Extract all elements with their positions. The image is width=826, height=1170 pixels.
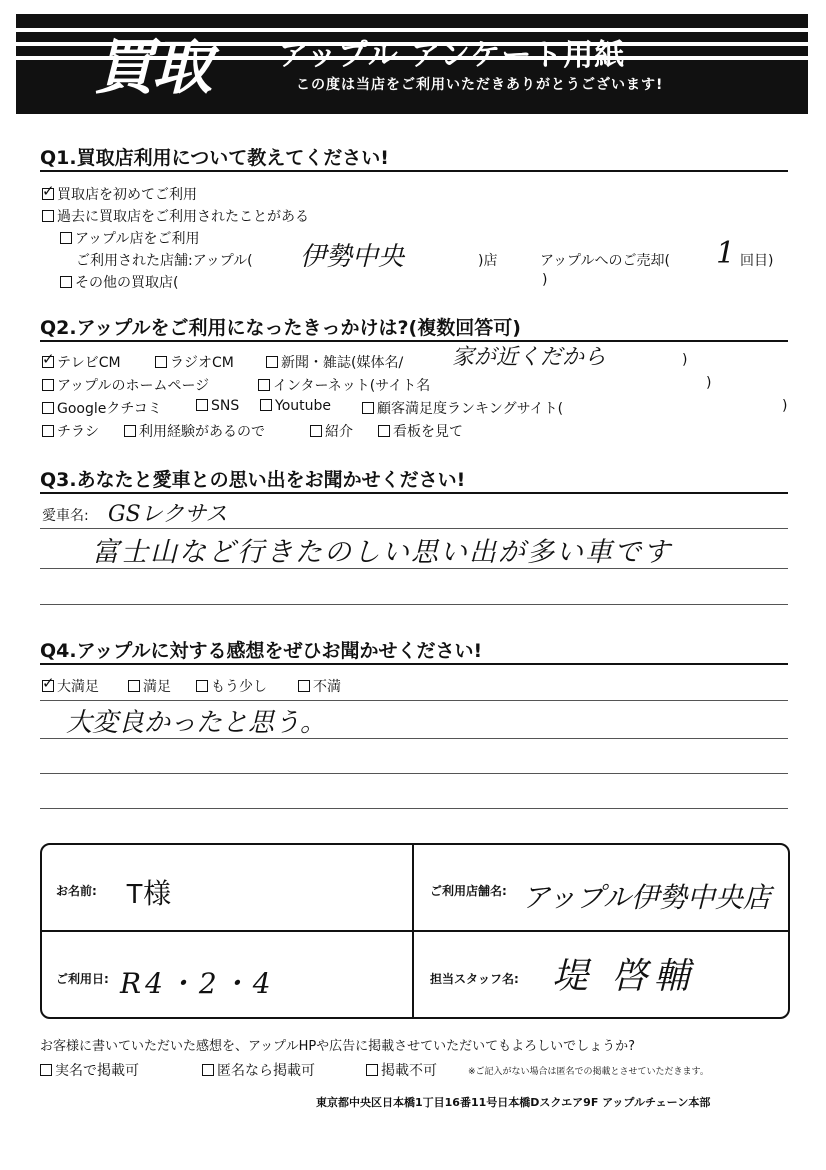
q2-news-close: ) — [682, 352, 688, 368]
checkbox[interactable] — [258, 379, 270, 391]
q2-option-radio[interactable]: ラジオCM — [155, 352, 234, 372]
answer-line — [40, 528, 788, 529]
answer-line — [40, 700, 788, 701]
q2-internet-close: ) — [706, 375, 712, 391]
q2-heading: Q2.アップルをご利用になったきっかけは?(複数回答可) — [40, 317, 521, 339]
q4-option-very-satisfied[interactable]: ✓大満足 — [42, 676, 99, 696]
q1-store-line: ご利用された店舗:アップル( — [76, 253, 253, 269]
checkbox[interactable] — [260, 399, 272, 411]
q2-option-ranking[interactable]: 顧客満足度ランキングサイト( — [362, 398, 563, 418]
q3-memory-handwritten: 富士山など行きたのしい思い出が多い車です — [92, 537, 672, 568]
q2-option-homepage[interactable]: アップルのホームページ — [42, 375, 209, 395]
answer-line — [40, 604, 788, 605]
q4-option-more[interactable]: もう少し — [196, 676, 267, 696]
q1-store-suffix: )店 — [478, 253, 498, 269]
q2-option-news[interactable]: 新聞・雑誌(媒体名/ — [266, 352, 403, 372]
q4-heading: Q4.アップルに対する感想をぜひお聞かせください! — [40, 640, 483, 662]
checkbox[interactable] — [60, 276, 72, 288]
q1-option-apple[interactable]: アップル店をご利用 — [60, 228, 199, 248]
date-label: ご利用日: — [56, 972, 109, 986]
checkbox[interactable] — [42, 425, 54, 437]
consent-note: ※ご記入がない場合は匿名での掲載とさせていただきます。 — [468, 1067, 709, 1077]
survey-title: アップル アンケート用紙 — [278, 38, 626, 73]
q1-option-first[interactable]: ✓買取店を初めてご利用 — [42, 184, 197, 204]
q2-option-internet[interactable]: インターネット(サイト名 — [258, 375, 430, 395]
q2-option-experience[interactable]: 利用経験があるので — [124, 421, 265, 441]
store-label: ご利用店舗名: — [430, 884, 507, 898]
name-label: お名前: — [56, 884, 97, 898]
header-banner — [16, 14, 808, 114]
answer-line — [40, 738, 788, 739]
checkbox[interactable] — [202, 1064, 214, 1076]
checkbox[interactable] — [196, 680, 208, 692]
q1-underline — [40, 170, 788, 172]
checkbox[interactable] — [298, 680, 310, 692]
q3-car-handwritten: GSレクサス — [108, 502, 228, 527]
q1-count-prefix: アップルへのご売却( — [540, 253, 670, 269]
q2-option-signboard[interactable]: 看板を見て — [378, 421, 463, 441]
company-address: 東京都中央区日本橋1丁目16番11号日本橋Dスクエア9F アップルチェーン本部 — [316, 1096, 711, 1109]
q1-other-close: ) — [542, 272, 548, 288]
answer-line — [40, 773, 788, 774]
staff-label: 担当スタッフ名: — [430, 972, 519, 986]
q1-heading: Q1.買取店利用について教えてください! — [40, 147, 389, 169]
q2-option-sns[interactable]: SNS — [196, 398, 239, 414]
staff-handwritten: 堤 啓輔 — [552, 956, 696, 997]
q1-count-suffix: 回目) — [740, 253, 774, 269]
checkbox[interactable] — [362, 402, 374, 414]
checkbox[interactable] — [128, 680, 140, 692]
answer-line — [40, 568, 788, 569]
checkbox[interactable] — [266, 356, 278, 368]
q2-underline — [40, 340, 788, 342]
q2-ranking-close: ) — [782, 398, 788, 414]
q2-option-youtube[interactable]: Youtube — [260, 398, 331, 414]
checkbox-checked[interactable] — [42, 356, 54, 368]
q4-comment-handwritten: 大変良かったと思う。 — [66, 708, 327, 738]
logo-kaitori: 買取 — [94, 33, 210, 103]
checkbox[interactable] — [310, 425, 322, 437]
checkbox[interactable] — [60, 232, 72, 244]
consent-question: お客様に書いていただいた感想を、アップルHPや広告に掲載させていただいてもよろしいでしょうか? — [40, 1039, 636, 1054]
consent-real-name[interactable]: 実名で掲載可 — [40, 1060, 139, 1080]
store-handwritten: アップル伊勢中央店 — [522, 881, 771, 914]
checkbox[interactable] — [155, 356, 167, 368]
answer-line — [40, 808, 788, 809]
date-handwritten: R4・2・4 — [120, 967, 275, 1000]
q3-car-label: 愛車名: — [42, 508, 89, 524]
card-divider-horizontal — [40, 930, 790, 932]
q4-underline — [40, 663, 788, 665]
checkbox[interactable] — [378, 425, 390, 437]
q2-option-referral[interactable]: 紹介 — [310, 421, 353, 441]
consent-anonymous[interactable]: 匿名なら掲載可 — [202, 1060, 315, 1080]
q1-count-handwritten: 1 — [716, 236, 736, 271]
q3-underline — [40, 492, 788, 494]
survey-subtitle: この度は当店をご利用いただきありがとうございます! — [296, 77, 664, 93]
checkbox[interactable] — [42, 379, 54, 391]
name-value: T様 — [126, 878, 172, 909]
q1-option-past[interactable]: 過去に買取店をご利用されたことがある — [42, 206, 309, 226]
q2-option-flyer[interactable]: チラシ — [42, 421, 99, 441]
q2-option-google[interactable]: Googleクチコミ — [42, 398, 162, 418]
checkbox-checked[interactable] — [42, 188, 54, 200]
checkbox[interactable] — [196, 399, 208, 411]
q1-store-handwritten: 伊勢中央 — [300, 242, 405, 272]
checkbox[interactable] — [124, 425, 136, 437]
q1-option-other[interactable]: その他の買取店( — [60, 272, 178, 292]
consent-not-allowed[interactable]: 掲載不可 — [366, 1060, 437, 1080]
checkbox[interactable] — [40, 1064, 52, 1076]
checkbox[interactable] — [42, 210, 54, 222]
q3-heading: Q3.あなたと愛車との思い出をお聞かせください! — [40, 469, 466, 491]
q2-option-tv[interactable]: ✓テレビCM — [42, 352, 121, 372]
checkbox-checked[interactable] — [42, 680, 54, 692]
q2-news-handwritten: 家が近くだから — [452, 345, 607, 370]
checkbox[interactable] — [42, 402, 54, 414]
q4-option-unsatisfied[interactable]: 不満 — [298, 676, 341, 696]
checkbox[interactable] — [366, 1064, 378, 1076]
q4-option-satisfied[interactable]: 満足 — [128, 676, 171, 696]
